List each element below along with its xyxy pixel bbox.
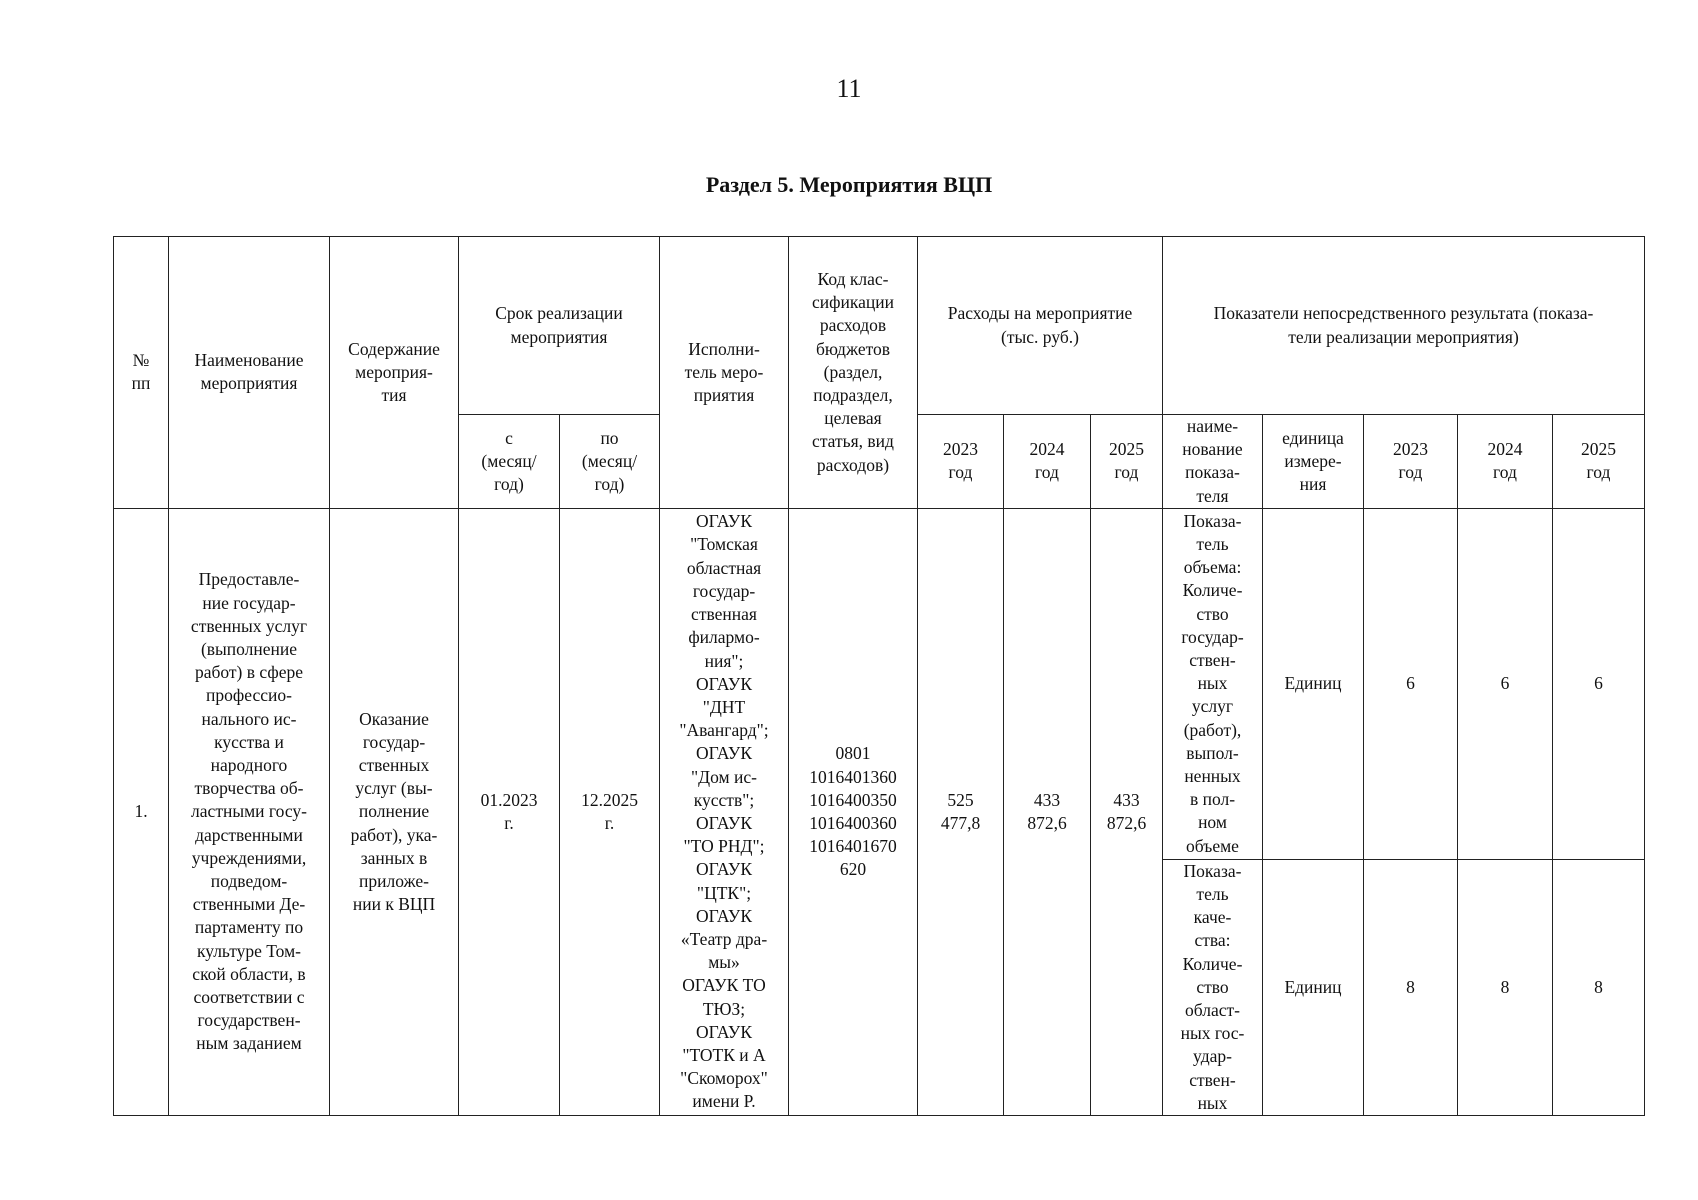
header-indicators: Показатели непосредственного результата (показа- тели реализации мероприятия) [1163, 237, 1645, 415]
row-measure-name: Предоставле- ние государ- ственных услуг (выполнение работ) в сфере профессио- нального ис- кусства и народного творчества об- ластными госу- дарственными учреждениями, подведом- ственными Де- партаменту по культуре Том- ской области, в соответствии с государствен- ным заданием [169, 508, 330, 1115]
header-indicator-unit: единица измере- ния [1263, 415, 1364, 509]
indicator-1-name: Показа- тель объема: Количе- ство государ- ствен- ных услуг (работ), выпол- ненных в пол- ном объеме [1163, 508, 1263, 859]
measures-table [113, 236, 1645, 1116]
row-exp-2025: 433 872,6 [1091, 508, 1163, 1115]
table-row [114, 508, 1645, 859]
header-exp-2024: 2024 год [1004, 415, 1091, 509]
header-expenses: Расходы на мероприятие (тыс. руб.) [918, 237, 1163, 415]
header-number: № пп [114, 237, 169, 509]
indicator-1-2023: 6 [1364, 508, 1458, 859]
header-indicator-name: наиме- нование показа- теля [1163, 415, 1263, 509]
header-ind-2023: 2023 год [1364, 415, 1458, 509]
header-name: Наименование мероприятия [169, 237, 330, 509]
row-exp-2023: 525 477,8 [918, 508, 1004, 1115]
indicator-2-unit: Единиц [1263, 859, 1364, 1115]
header-period: Срок реализации мероприятия [459, 237, 660, 415]
indicator-1-unit: Единиц [1263, 508, 1364, 859]
header-period-from: с (месяц/ год) [459, 415, 560, 509]
header-exp-2023: 2023 год [918, 415, 1004, 509]
row-measure-content: Оказание государ- ственных услуг (вы- полнение работ), ука- занных в приложе- нии к ВЦП [330, 508, 459, 1115]
row-number: 1. [114, 508, 169, 1115]
indicator-2-2023: 8 [1364, 859, 1458, 1115]
header-row-1 [114, 237, 1645, 415]
section-title: Раздел 5. Мероприятия ВЦП [705, 172, 993, 197]
row-period-from: 01.2023 г. [459, 508, 560, 1115]
header-ind-2024: 2024 год [1458, 415, 1553, 509]
header-content: Содержание мероприя- тия [330, 237, 459, 509]
header-exp-2025: 2025 год [1091, 415, 1163, 509]
header-executor: Исполни- тель меро- приятия [660, 237, 789, 509]
row-executor: ОГАУК "Томская областная государ- ственная филармо- ния"; ОГАУК "ДНТ "Авангард"; ОГАУК "Дом ис- кусств"; ОГАУК "ТО РНД"; ОГАУК "ЦТК"; ОГАУК «Театр дра- мы» ОГАУК ТО ТЮЗ; ОГАУК "ТОТК и А "Скоморох" имени Р. [660, 508, 789, 1115]
indicator-2-name: Показа- тель каче- ства: Количе- ство област- ных гос- удар- ствен- ных [1163, 859, 1263, 1115]
indicator-2-2024: 8 [1458, 859, 1553, 1115]
header-ind-2025: 2025 год [1553, 415, 1645, 509]
page-number: 11 [836, 74, 862, 103]
header-period-to: по (месяц/ год) [560, 415, 660, 509]
header-budget-code: Код клас- сификации расходов бюджетов (раздел, подраздел, целевая статья, вид расходов) [789, 237, 918, 509]
indicator-1-2025: 6 [1553, 508, 1645, 859]
row-budget-code: 0801 1016401360 1016400350 1016400360 1016401670 620 [789, 508, 918, 1115]
indicator-2-2025: 8 [1553, 859, 1645, 1115]
row-period-to: 12.2025 г. [560, 508, 660, 1115]
row-exp-2024: 433 872,6 [1004, 508, 1091, 1115]
indicator-1-2024: 6 [1458, 508, 1553, 859]
